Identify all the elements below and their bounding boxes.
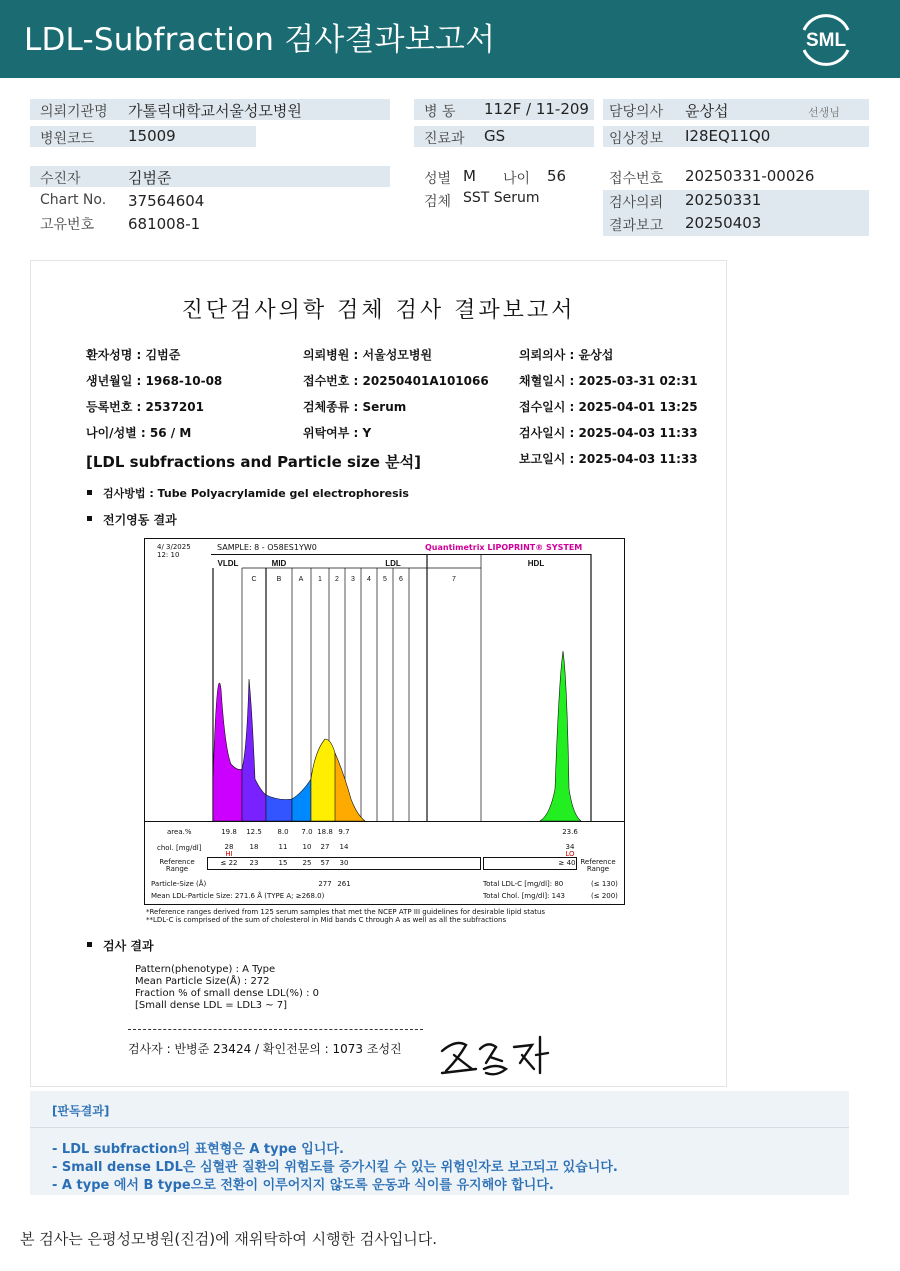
band-label: 7 [452, 576, 456, 583]
sex-value: M [463, 167, 476, 185]
logo-text: SML [805, 30, 847, 51]
chol-value: 11 [278, 843, 288, 851]
band-label: 2 [335, 576, 339, 583]
area-label: area.% [167, 828, 192, 836]
band-label: 1 [318, 576, 322, 583]
result-line: [Small dense LDL = LDL3 ~ 7] [135, 1000, 288, 1011]
receipt-value: 20250331-00026 [685, 167, 815, 185]
particle-size-value: 261 [337, 880, 351, 888]
report-time: 보고일시 : 2025-04-03 11:33 [519, 452, 698, 466]
particle-size-label: Particle-Size (Å) [151, 880, 207, 888]
chol-value: 18 [249, 843, 259, 851]
band-label: A [298, 576, 304, 583]
method-text: 검사방법 : Tube Polyacrylamide gel electrophoresis [103, 487, 409, 500]
report-field: 위탁여부 : Y [303, 426, 372, 440]
bullet [87, 490, 92, 495]
electrophoresis-peak [266, 795, 292, 821]
reference-label-right: Reference Range [580, 858, 616, 873]
electrophoresis-peak [242, 679, 266, 821]
group-label: HDL [527, 559, 545, 568]
dept-value: GS [484, 127, 506, 145]
reference-value: 30 [339, 859, 349, 867]
hospital-code-label: 병원코드 [40, 131, 95, 147]
result-line: Pattern(phenotype) : A Type [135, 964, 276, 975]
area-value: 8.0 [277, 828, 289, 836]
area-value: 7.0 [301, 828, 313, 836]
result-line: Fraction % of small dense LDL(%) : 0 [135, 988, 320, 999]
reported-value: 20250403 [685, 214, 762, 232]
reported-label: 결과보고 [609, 218, 664, 234]
receipt-label: 접수번호 [609, 171, 664, 187]
unique-no-value: 681008-1 [128, 215, 201, 233]
chol-value: 10 [302, 843, 312, 851]
report-field: 접수번호 : 20250401A101066 [303, 374, 489, 388]
reference-value: ≤ 22 [220, 859, 238, 867]
age-value: 56 [547, 167, 567, 185]
bullet [87, 516, 92, 521]
page-title: LDL-Subfraction 검사결과보고서 [24, 22, 496, 58]
electrophoresis-peak [311, 739, 337, 821]
reference-label: Reference Range [159, 858, 195, 873]
report-title: 진단검사의학 검체 검사 결과보고서 [181, 298, 576, 323]
flag-lo: LO [565, 850, 575, 858]
sex-label: 성별 [424, 171, 452, 187]
report-field: 검사일시 : 2025-04-03 11:33 [519, 426, 698, 440]
section-title: [LDL subfractions and Particle size 분석] [86, 453, 422, 471]
age-label: 나이 [503, 171, 531, 187]
scanned-report [30, 260, 727, 1087]
band-label: 6 [399, 576, 403, 583]
reference-value: 25 [302, 859, 312, 867]
finding-line: - Small dense LDL은 심혈관 질환의 위험도를 증가시킬 수 있는 위험인자로 보고되고 있습니다. [52, 1160, 618, 1175]
reference-value: ≥ 40 [558, 859, 576, 867]
chart-sample: SAMPLE: 8 - O58ES1YW0 [217, 543, 317, 552]
doctor-suffix: 선생님 [808, 106, 840, 119]
band-label: 3 [351, 576, 355, 583]
patient-value: 김범준 [128, 169, 172, 187]
handwritten-signature [436, 1029, 556, 1081]
report-field: 접수일시 : 2025-04-01 13:25 [519, 400, 698, 414]
ward-label: 병 동 [424, 104, 456, 120]
report-field: 환자성명 : 김범준 [86, 348, 181, 362]
particle-size-value: 277 [318, 880, 332, 888]
report-field: 의뢰병원 : 서울성모병원 [303, 348, 433, 362]
band-label: C [251, 576, 257, 583]
chart-date: 4/ 3/2025 [157, 543, 191, 551]
dept-label: 진료과 [424, 131, 465, 147]
clinical-value: I28EQ11Q0 [685, 127, 771, 145]
report-field: 나이/성별 : 56 / M [86, 426, 192, 440]
electrophoresis-peak [213, 683, 242, 821]
electro-title: 전기영동 결과 [103, 513, 177, 527]
requester-value: 가톨릭대학교서울성모병원 [128, 102, 302, 120]
specimen-value: SST Serum [463, 190, 540, 206]
patient-bar [30, 166, 390, 187]
specimen-label: 검체 [424, 194, 452, 210]
findings-divider [30, 1127, 849, 1128]
electrophoresis-peak [540, 651, 581, 821]
unique-no-label: 고유번호 [40, 217, 95, 233]
area-value: 9.7 [338, 828, 350, 836]
result-title: 검사 결과 [103, 939, 154, 953]
flag-hi: HI [225, 850, 233, 858]
doctor-label: 담당의사 [609, 104, 664, 120]
patient-label: 수진자 [40, 171, 81, 187]
requester-label: 의뢰기관명 [40, 104, 108, 120]
signature-rule [128, 1029, 423, 1030]
total-ldl: Total LDL-C [mg/dl]: 80 [483, 880, 564, 888]
electrophoresis-chart [144, 538, 625, 905]
area-value: 19.8 [221, 828, 237, 836]
result-line: Mean Particle Size(Å) : 272 [135, 976, 270, 987]
report-field: 등록번호 : 2537201 [86, 400, 204, 414]
finding-line: - A type 에서 B type으로 전환이 이루어지지 않도록 운동과 식이를 유지해야 합니다. [52, 1178, 554, 1193]
electrophoresis-peak [335, 753, 365, 821]
group-label: MID [271, 559, 287, 568]
chart-brand: Quantimetrix LIPOPRINT® SYSTEM [425, 543, 583, 552]
report-field: 생년월일 : 1968-10-08 [86, 374, 223, 388]
footnote-1: *Reference ranges derived from 125 serum samples that met the NCEP ATP III guidelines for desirable lipid status [146, 908, 546, 916]
area-value: 18.8 [317, 828, 333, 836]
chart-no-label: Chart No. [40, 192, 107, 208]
chol-value: 14 [339, 843, 349, 851]
group-label: LDL [385, 559, 401, 568]
reference-value: 23 [249, 859, 259, 867]
total-ldl-ref: (≤ 130) [591, 880, 618, 888]
signature-line: 검사자 : 반병준 23424 / 확인전문의 : 1073 조성진 [128, 1042, 402, 1056]
area-value: 23.6 [562, 828, 578, 836]
ward-value: 112F / 11-209 [484, 100, 589, 118]
report-field: 검체종류 : Serum [303, 400, 407, 414]
footer-note: 본 검사는 은평성모병원(진검)에 재위탁하여 시행한 검사입니다. [20, 1230, 438, 1248]
sml-logo [798, 12, 854, 66]
total-chol: Total Chol. [mg/dl]: 143 [483, 892, 565, 900]
footnote-2: **LDL-C is comprised of the sum of cholesterol in Mid bands C through A as well as all the subfractions [146, 916, 507, 924]
chol-value: 34 [565, 843, 575, 851]
chart-no-value: 37564604 [128, 192, 205, 210]
chol-value: 27 [320, 843, 330, 851]
finding-line: - LDL subfraction의 표현형은 A type 입니다. [52, 1142, 344, 1157]
requested-label: 검사의뢰 [609, 195, 664, 211]
report-field: 채혈일시 : 2025-03-31 02:31 [519, 374, 698, 388]
report-field: 의뢰의사 : 윤상섭 [519, 348, 614, 362]
electrophoresis-peak [292, 779, 311, 821]
band-label: 4 [367, 576, 371, 583]
group-label: VLDL [217, 559, 239, 568]
findings-title: [판독결과] [52, 1104, 110, 1118]
chol-label: chol. [mg/dl] [157, 844, 202, 852]
reference-value: 57 [320, 859, 330, 867]
reference-value: 15 [278, 859, 288, 867]
bullet [87, 942, 92, 947]
band-label: 5 [383, 576, 387, 583]
doctor-value: 윤상섭 [685, 102, 729, 120]
chart-time: 12: 10 [157, 551, 180, 559]
chol-value: 28 [224, 843, 234, 851]
band-label: B [276, 576, 282, 583]
clinical-label: 임상정보 [609, 131, 664, 147]
hospital-code-value: 15009 [128, 127, 176, 145]
requested-value: 20250331 [685, 191, 762, 209]
area-value: 12.5 [246, 828, 262, 836]
findings-panel [30, 1091, 849, 1195]
mean-size: Mean LDL-Particle Size: 271.6 Å (TYPE A; ≥268.0) [151, 892, 325, 900]
total-chol-ref: (≤ 200) [591, 892, 618, 900]
